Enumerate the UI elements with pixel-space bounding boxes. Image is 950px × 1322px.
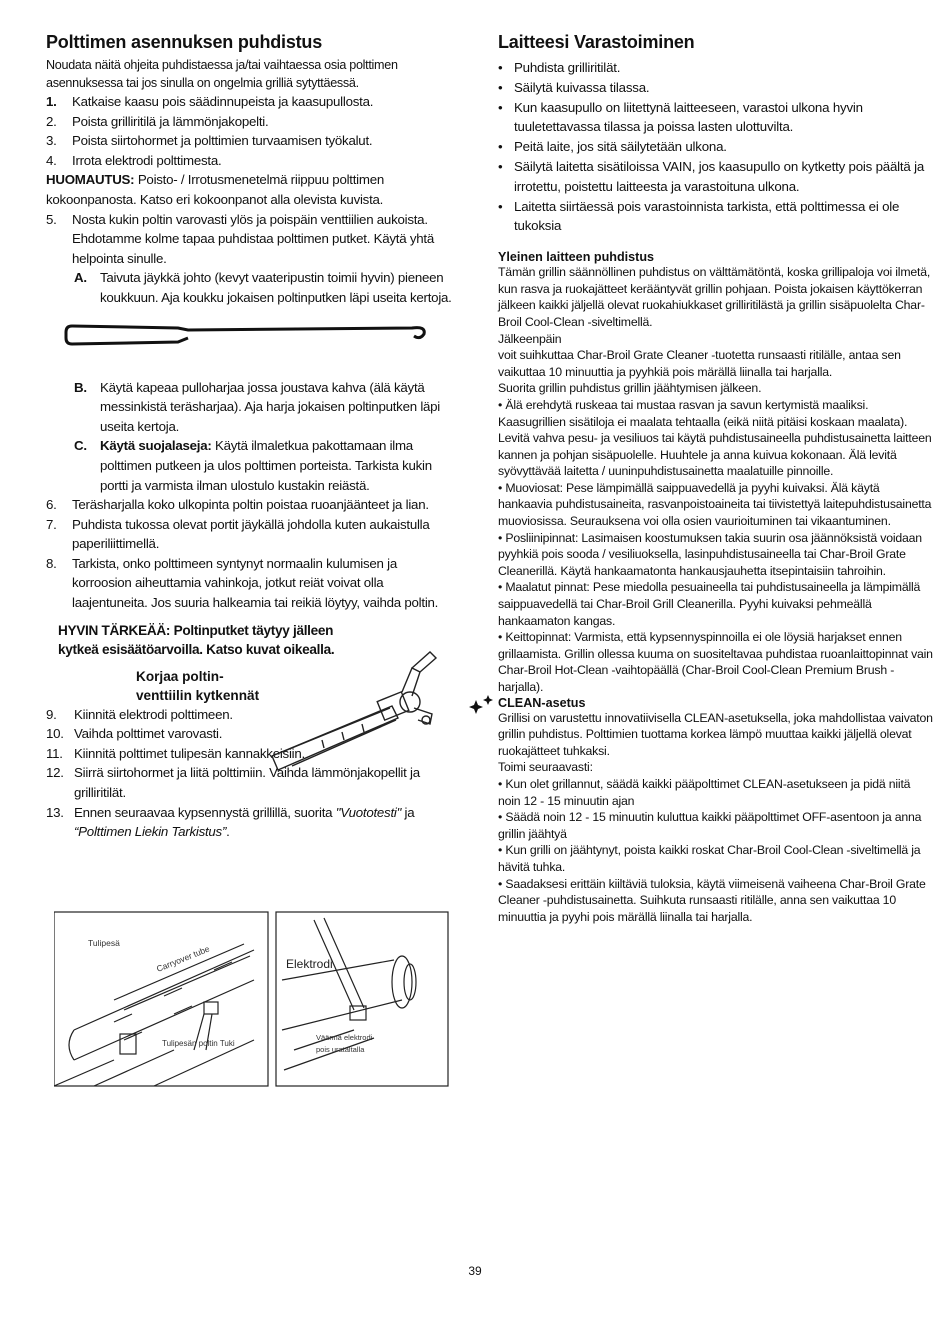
label-bend-electrode-1: Väännä elektrodi xyxy=(316,1033,373,1042)
paragraph: • Muoviosat: Pese lämpimällä saippuavedellä ja pyyhi kuivaksi. Älä käytä hankaavia puhdistusaineita, rasvanpoistoaineita tai tiivistettyä laitepuhdistusainetta muoviosissa. Seurauksena voi olla osien vaurioituminen tai vikaantuminen. xyxy=(498,480,932,529)
right-column xyxy=(498,32,933,925)
step-11: 11. Kiinnitä polttimet tulipesän kannakkeisiin. xyxy=(46,745,305,761)
paragraph: • Säädä noin 12 - 15 minuutin kuluttua kaikki pääpolttimet OFF-asentoon ja anna grillin jäähtyä xyxy=(498,810,922,841)
general-cleaning-title: Yleinen laitteen puhdistus xyxy=(498,250,655,265)
sub-step-c: C. Käytä suojalaseja: Käytä ilmaletkua pakottamaan ilma polttimen putkeen ja ulos polttimen porteista. Tarkista kukin portti ja varmista ilman ulostulo kustakin reiästä. xyxy=(74,438,432,493)
important-note-line-2: kytkeä esisäätöarvoilla. Katso kuvat oikealla. xyxy=(58,641,335,657)
label-burner-support: Tulipesän poltin Tuki xyxy=(162,1039,235,1048)
label-firebox: Tulipesä xyxy=(88,938,120,948)
clean-setting-text xyxy=(498,710,933,926)
clean-section xyxy=(498,696,933,926)
storage-item: • Laitetta siirtäessä pois varastoinnista tarkista, että polttimessa ei ole tukoksia xyxy=(498,198,900,234)
note xyxy=(46,170,456,209)
step-13: 13. Ennen seuraavaa kypsennystä grillillä, suorita "Vuototesti" ja “Polttimen Liekin Tarkistus”. xyxy=(46,804,415,840)
step-1: 1. Katkaise kaasu pois säädinnupeista ja kaasupullosta. xyxy=(46,94,374,109)
burner-valve-illustration xyxy=(262,648,442,778)
paragraph: • Älä erehdytä ruskeaa tai mustaa rasvan ja savun kertymistä maaliksi. Kaasugrillien sisätiloja ei maalata tehtaalla (eikä niitä pitäisi koskaan maalata). Levitä vahva pesu- ja vesiliuos tai käytä puhdistusaineella puhdistusainetta laitteen kannen ja pohjan sisäpuolelle. Huuhtele ja anna kuivua kokonaan. Älä levitä syövyttävää laitetta / uuninpuhdistusainetta maalatuille pinnoille. xyxy=(498,397,932,479)
step-8: 8. Tarkista, onko polttimeen syntynyt normaalin kulumisen ja korroosion aiheuttamia vahinkoja, jotkut reiät voivat olla laajentuneita. Jos suuria halkeamia tai reikiä löytyy, vaihda poltin. xyxy=(46,555,439,611)
fix-title-line-2: venttiilin kytkennät xyxy=(136,687,260,703)
sub-step-a: A. Taivuta jäykkä johto (kevyt vaateripustin toimii hyvin) pieneen koukkuun. Aja koukku jokaisen poltinputken läpi useita kertoja. xyxy=(74,270,452,305)
sparkle-icon xyxy=(468,694,496,716)
paragraph: • Saadaksesi erittäin kiiltäviä tuloksia, käytä viimeisenä vaiheena Char-Broil Grate Cleaner -puhdistusainetta. Suihkuta runsaasti ritilälle, anna sen vaikuttaa 10 minuuttia ja pyyhi pois märällä liinalla tai harjalla. xyxy=(498,876,926,924)
intro-text: Noudata näitä ohjeita puhdistaessa ja/tai vaihtaessa osia polttimen asennuksessa tai jos sinulla on ongelmia grilliä sytyttäessä. xyxy=(46,58,398,90)
note-text: Poisto- / Irrotusmenetelmä riippuu polttimen kokoonpanosta. Katso eri kokoonpanot alla olevista kuvista. xyxy=(46,172,384,207)
step-9: 9. Kiinnitä elektrodi polttimeen. xyxy=(46,706,233,722)
label-carryover-tube: Carryover tube xyxy=(155,943,211,974)
storage-item: • Peitä laite, jos sitä säilytetään ulkona. xyxy=(498,139,727,155)
paragraph: • Keittopinnat: Varmista, että kypsennyspinnoilla ei ole löysiä harjakset ennen grillaamista. Grillin ollessa kuuma on suositeltavaa puhdistaa ruoanlaittopinnat vain Char-Broil Hot-Clean -vaihtopäällä (Char-Broil Cool-Clean Premium Brush -harjalla). xyxy=(498,630,933,695)
storage-item: • Kun kaasupullo on liitettynä laitteeseen, varastoi ulkona hyvin tuuletettavassa tilassa ja poissa lasten ulottuvilta. xyxy=(498,99,863,135)
wire-hook-illustration xyxy=(62,316,442,360)
general-cleaning-text xyxy=(498,264,933,695)
clean-setting-title: CLEAN-asetus xyxy=(498,695,586,710)
paragraph: Toimi seuraavasti: xyxy=(498,760,593,775)
paragraph: • Kun grilli on jäähtynyt, poista kaikki roskat Char-Broil Cool-Clean -siveltimellä ja hävitä tuhka. xyxy=(498,843,921,874)
step-2: 2. Poista grilliritilä ja lämmönjakopelti. xyxy=(46,113,269,129)
steps-b xyxy=(46,495,456,613)
storage-item: • Säilytä laitetta sisätiloissa VAIN, jos kaasupullo on kytketty pois päältä ja irrotettu, poistettu laitteesta ja varastoituna ulkona. xyxy=(498,158,925,194)
burner-figure xyxy=(54,910,450,1090)
storage-item: • Säilytä kuivassa tilassa. xyxy=(498,79,650,95)
step-6: 6. Teräsharjalla koko ulkopinta poltin poistaa ruoanjäänteet ja lian. xyxy=(46,497,429,513)
important-note-line-1: HYVIN TÄRKEÄÄ: Poltinputket täytyy jälleen xyxy=(58,622,334,638)
paragraph: Tämän grillin säännöllinen puhdistus on välttämätöntä, koska grillipaloja voi ilmetä, kun rasva ja ruokajätteet kerääntyvät grillin pohjaan. Poista jokaisen käyttökerran jälkeen kaikki jäljellä olevat ruokahiukkaset grilliritilästä ja grillin sisäpuolelta Char-Broil Cool-Clean -siveltimellä. xyxy=(498,265,931,329)
step-12: 12. Siirrä siirtohormet ja liitä polttimiin. Vaihda lämmönjakopellit ja grilliritilät. xyxy=(46,765,420,801)
paragraph: • Posliinipinnat: Lasimaisen koostumuksen takia suurin osa jäännöksistä voidaan pyyhkiä pois sooda / vesiliuoksella, lasinpuhdistusaineella tai Char-Broil Grate Cleanerillä. Käytä hankaamatonta hankausjauhetta itsepintaisiin tahroihin. xyxy=(498,530,922,578)
sub-step-b: B. Käytä kapeaa pulloharjaa jossa joustava kahva (älä käytä messinkistä teräsharjaa). Aja harja jokaisen poltinputken läpi useita kertoja. xyxy=(74,379,441,434)
step-10: 10. Vaihda polttimet varovasti. xyxy=(46,726,223,742)
section-title-burner-cleaning: Polttimen asennuksen puhdistus xyxy=(46,32,323,52)
paragraph: • Kun olet grillannut, säädä kaikki pääpolttimet CLEAN-asetukseen ja pidä niitä noin 12 - 15 minuutin ajan xyxy=(498,776,911,808)
step-7: 7. Puhdista tukossa olevat portit jäykällä johdolla kuten aukaistulla paperiliittimellä. xyxy=(46,516,430,552)
fix-title-line-1: Korjaa poltin- xyxy=(136,668,224,684)
paragraph: • Maalatut pinnat: Pese miedolla pesuaineella tai puhdistusaineella ja lämpimällä saippuavedellä tai Char-Broil Grill Cleanerilla. Pyyhi kuivaksi pehmeällä xyxy=(498,580,921,612)
paragraph: voit suihkuttaa Char-Broil Grate Cleaner -tuotetta runsaasti ritilälle, antaa sen vaikuttaa 10 minuuttia ja pyyhkiä pois märällä liinalla tai harjalla. xyxy=(498,348,901,379)
paragraph: Suorita grillin puhdistus grillin jäähtymisen jälkeen. xyxy=(498,381,762,396)
paragraph: hankaamaton kangas. xyxy=(498,613,616,628)
section-title-storage: Laitteesi Varastoiminen xyxy=(498,32,695,52)
steps-a xyxy=(46,92,456,170)
label-electrode: Elektrodi xyxy=(286,957,333,971)
label-bend-electrode-2: pois urataltalla xyxy=(316,1045,365,1054)
figure-panel-right xyxy=(276,912,448,1086)
storage-item: • Puhdista grilliritilät. xyxy=(498,60,621,75)
storage-list xyxy=(498,58,933,236)
page-number: 39 xyxy=(468,1264,482,1278)
step-4: 4. Irrota elektrodi polttimesta. xyxy=(46,152,222,168)
figure-panel-left xyxy=(54,912,268,1086)
step-3: 3. Poista siirtohormet ja polttimien turvaamisen työkalut. xyxy=(46,133,373,149)
note-label: HUOMAUTUS: xyxy=(46,172,135,188)
paragraph: Jälkeenpäin xyxy=(498,331,562,346)
paragraph: Grillisi on varustettu innovatiivisella CLEAN-asetuksella, joka mahdollistaa vaivaton grillin puhdistus. Polttimien tuottama korkea lämpö muuttaa kaikki jäljellä olevat ruokajätteet tuhkaksi. xyxy=(498,710,933,758)
step-5: 5. Nosta kukin poltin varovasti ylös ja poispäin venttiilien aukoista. Ehdotamme kolme tapaa puhdistaa polttimen putket. Käytä yhtä helpointa sinulle. xyxy=(46,211,434,266)
